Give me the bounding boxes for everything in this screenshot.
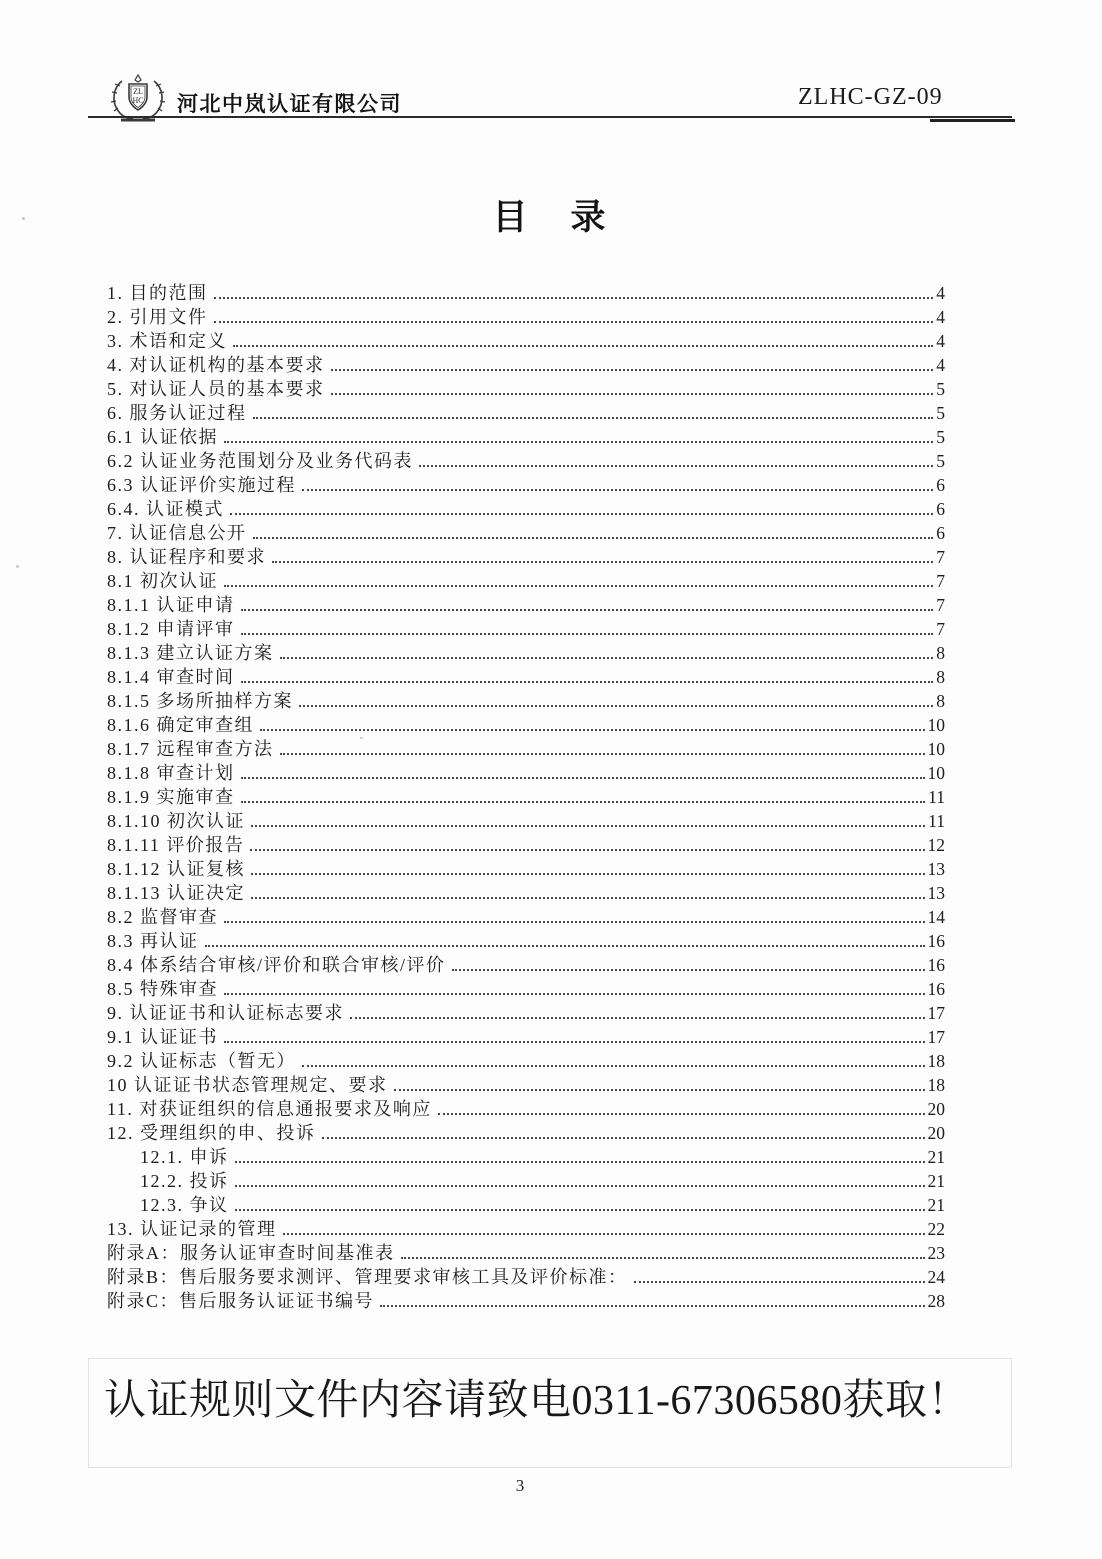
toc-entry-label: 8.3 再认证 <box>107 931 199 951</box>
toc-entry <box>107 304 945 328</box>
toc-entry <box>107 376 945 400</box>
toc-entry-label: 3. 术语和定义 <box>107 331 227 351</box>
toc-entry-page: 4 <box>936 283 945 303</box>
toc-entry <box>107 664 945 688</box>
toc-entry-page: 7 <box>936 547 945 567</box>
toc-entry-label: 5. 对认证人员的基本要求 <box>107 379 325 399</box>
dot-leader <box>253 537 934 539</box>
dot-leader <box>253 417 934 419</box>
dot-leader <box>214 321 934 323</box>
toc-entry-label: 8.1.4 审查时间 <box>107 667 235 687</box>
toc-entry-label: 6. 服务认证过程 <box>107 403 247 423</box>
dot-leader <box>419 465 933 467</box>
scan-artifact <box>360 737 363 739</box>
toc-entry-page: 10 <box>927 715 945 735</box>
toc-entry-label: 8.1.8 审查计划 <box>107 763 235 783</box>
toc-entry-page: 11 <box>928 787 945 807</box>
toc-entry <box>107 1048 945 1072</box>
toc-entry-page: 13 <box>927 859 945 879</box>
toc-entry-page: 16 <box>927 979 945 999</box>
toc-entry-label: 8.1.10 初次认证 <box>107 811 245 831</box>
dot-leader <box>331 393 934 395</box>
toc-entry <box>107 832 945 856</box>
dot-leader <box>260 729 925 731</box>
toc-entry <box>107 880 945 904</box>
toc-entry-label: 11. 对获证组织的信息通报要求及响应 <box>107 1099 432 1119</box>
toc-entry-page: 18 <box>927 1075 945 1095</box>
dot-leader <box>214 297 934 299</box>
dot-leader <box>235 1209 925 1211</box>
toc-entry <box>107 496 945 520</box>
toc-entry-label: 6.3 认证评价实施过程 <box>107 475 296 495</box>
toc-entry-page: 4 <box>936 331 945 351</box>
toc-list <box>107 280 945 1312</box>
toc-entry-page: 21 <box>927 1171 945 1191</box>
toc-entry <box>107 400 945 424</box>
toc-entry-label: 附录C：售后服务认证证书编号 <box>107 1291 375 1311</box>
toc-entry-label: 8.1.12 认证复核 <box>107 859 245 879</box>
dot-leader <box>251 897 925 899</box>
toc-entry-label: 8.1.9 实施审查 <box>107 787 235 807</box>
toc-entry-page: 7 <box>936 619 945 639</box>
dot-leader <box>302 489 933 491</box>
toc-entry <box>107 1120 945 1144</box>
toc-entry-page: 20 <box>927 1123 945 1143</box>
dot-leader <box>280 753 925 755</box>
toc-entry <box>107 616 945 640</box>
toc-entry-page: 11 <box>928 811 945 831</box>
toc-entry-page: 10 <box>927 763 945 783</box>
toc-entry <box>107 736 945 760</box>
toc-entry-label: 附录B：售后服务要求测评、管理要求审核工具及评价标准： <box>107 1267 628 1287</box>
toc-entry-page: 10 <box>927 739 945 759</box>
toc-entry-label: 8.1.6 确定审查组 <box>107 715 254 735</box>
toc-entry-label: 8.1.3 建立认证方案 <box>107 643 274 663</box>
toc-entry <box>107 1096 945 1120</box>
toc-entry-page: 5 <box>936 379 945 399</box>
toc-entry-label: 8.1.13 认证决定 <box>107 883 245 903</box>
dot-leader <box>224 993 925 995</box>
toc-entry-page: 22 <box>927 1219 945 1239</box>
toc-entry-label: 12.2. 投诉 <box>140 1171 229 1191</box>
dot-leader <box>235 1161 925 1163</box>
dot-leader <box>401 1257 925 1259</box>
dot-leader <box>224 585 933 587</box>
dot-leader <box>251 873 925 875</box>
toc-entry-page: 4 <box>936 355 945 375</box>
toc-entry-page: 7 <box>936 595 945 615</box>
dot-leader <box>322 1137 925 1139</box>
toc-entry-page: 6 <box>936 499 945 519</box>
dot-leader <box>634 1281 925 1283</box>
toc-entry <box>107 568 945 592</box>
toc-entry <box>107 1240 945 1264</box>
toc-entry-page: 8 <box>936 667 945 687</box>
dot-leader <box>241 609 934 611</box>
toc-entry-page: 13 <box>927 883 945 903</box>
toc-entry-label: 4. 对认证机构的基本要求 <box>107 355 325 375</box>
toc-entry-page: 14 <box>927 907 945 927</box>
toc-entry-label: 2. 引用文件 <box>107 307 208 327</box>
toc-entry-label: 8.1.11 评价报告 <box>107 835 245 855</box>
toc-entry-page: 18 <box>927 1051 945 1071</box>
toc-entry-label: 12.1. 申诉 <box>140 1147 229 1167</box>
dot-leader <box>230 513 933 515</box>
toc-entry-label: 8.1.1 认证申请 <box>107 595 235 615</box>
toc-entry-label: 12.3. 争议 <box>140 1195 229 1215</box>
toc-entry-page: 23 <box>927 1243 945 1263</box>
company-name: 河北中岚认证有限公司 <box>177 93 402 116</box>
toc-entry-label: 附录A：服务认证审查时间基准表 <box>107 1243 395 1263</box>
toc-entry <box>107 784 945 808</box>
toc-entry <box>107 640 945 664</box>
toc-entry <box>107 1288 945 1312</box>
logo-text-top: ZL <box>133 87 143 96</box>
toc-entry-label: 6.2 认证业务范围划分及业务代码表 <box>107 451 413 471</box>
toc-entry-label: 8.2 监督审查 <box>107 907 218 927</box>
toc-entry <box>107 544 945 568</box>
toc-entry <box>107 1072 945 1096</box>
logo-text-bottom: HC <box>132 96 144 105</box>
toc-entry-label: 8.1.5 多场所抽样方案 <box>107 691 293 711</box>
header-divider <box>88 116 1012 118</box>
toc-entry-page: 5 <box>936 403 945 423</box>
toc-entry-label: 8.5 特殊审查 <box>107 979 218 999</box>
toc-entry-page: 7 <box>936 571 945 591</box>
toc-entry <box>107 1216 945 1240</box>
toc-entry-label: 10 认证证书状态管理规定、要求 <box>107 1075 388 1095</box>
dot-leader <box>394 1089 925 1091</box>
toc-entry-page: 16 <box>927 955 945 975</box>
toc-entry-page: 5 <box>936 451 945 471</box>
dot-leader <box>241 777 925 779</box>
toc-entry <box>107 952 945 976</box>
dot-leader <box>350 1017 925 1019</box>
toc-entry-page: 17 <box>927 1003 945 1023</box>
scan-artifact <box>16 565 19 568</box>
toc-entry-page: 12 <box>927 835 945 855</box>
dot-leader <box>331 369 934 371</box>
dot-leader <box>251 825 925 827</box>
toc-entry <box>107 904 945 928</box>
toc-entry-page: 6 <box>936 523 945 543</box>
toc-entry <box>107 712 945 736</box>
toc-entry-page: 8 <box>936 643 945 663</box>
toc-entry-label: 7. 认证信息公开 <box>107 523 247 543</box>
toc-entry-label: 9. 认证证书和认证标志要求 <box>107 1003 344 1023</box>
dot-leader <box>224 441 933 443</box>
dot-leader <box>299 705 933 707</box>
toc-entry-page: 20 <box>927 1099 945 1119</box>
toc-entry <box>107 928 945 952</box>
toc-entry <box>107 1144 945 1168</box>
toc-entry <box>107 448 945 472</box>
toc-entry <box>107 976 945 1000</box>
dot-leader <box>380 1305 924 1307</box>
dot-leader <box>205 945 925 947</box>
toc-entry-page: 17 <box>927 1027 945 1047</box>
toc-entry-label: 6.1 认证依据 <box>107 427 218 447</box>
toc-entry-page: 21 <box>927 1147 945 1167</box>
toc-entry-label: 8.1 初次认证 <box>107 571 218 591</box>
toc-entry-page: 8 <box>936 691 945 711</box>
toc-entry-label: 6.4. 认证模式 <box>107 499 224 519</box>
dot-leader <box>272 561 933 563</box>
header-divider-tail <box>930 119 1015 122</box>
dot-leader <box>452 969 925 971</box>
page-title: 目 录 <box>492 198 610 237</box>
scan-artifact <box>22 217 25 220</box>
toc-entry-page: 24 <box>927 1267 945 1287</box>
toc-entry-page: 16 <box>927 931 945 951</box>
toc-entry <box>107 1264 945 1288</box>
dot-leader <box>241 801 926 803</box>
toc-entry-label: 8.1.2 申请评审 <box>107 619 235 639</box>
toc-entry <box>107 1192 945 1216</box>
toc-entry-page: 4 <box>936 307 945 327</box>
dot-leader <box>250 849 924 851</box>
toc-entry-page: 5 <box>936 427 945 447</box>
toc-entry-label: 8.4 体系结合审核/评价和联合审核/评价 <box>107 955 446 975</box>
notice-text: 认证规则文件内容请致电0311-67306580获取！ <box>104 1378 970 1424</box>
toc-entry <box>107 352 945 376</box>
toc-entry-label: 12. 受理组织的申、投诉 <box>107 1123 316 1143</box>
toc-entry-label: 9.1 认证证书 <box>107 1027 218 1047</box>
dot-leader <box>241 681 934 683</box>
toc-entry <box>107 1024 945 1048</box>
toc-entry <box>107 1168 945 1192</box>
dot-leader <box>224 921 925 923</box>
toc-entry-label: 9.2 认证标志（暂无） <box>107 1051 296 1071</box>
toc-entry <box>107 1000 945 1024</box>
toc-entry <box>107 280 945 304</box>
footer-page-number: 3 <box>515 1476 525 1495</box>
toc-entry <box>107 808 945 832</box>
dot-leader <box>224 1041 925 1043</box>
toc-entry <box>107 688 945 712</box>
dot-leader <box>280 657 934 659</box>
toc-entry <box>107 856 945 880</box>
toc-entry-label: 13. 认证记录的管理 <box>107 1219 277 1239</box>
toc-entry <box>107 328 945 352</box>
toc-entry-page: 21 <box>927 1195 945 1215</box>
toc-entry-page: 28 <box>927 1291 945 1311</box>
notice-box <box>88 1358 1012 1468</box>
toc-entry-label: 1. 目的范围 <box>107 283 208 303</box>
toc-entry <box>107 760 945 784</box>
toc-entry <box>107 424 945 448</box>
toc-entry <box>107 592 945 616</box>
dot-leader <box>233 345 933 347</box>
dot-leader <box>235 1185 925 1187</box>
dot-leader <box>241 633 934 635</box>
toc-entry-label: 8. 认证程序和要求 <box>107 547 266 567</box>
dot-leader <box>283 1233 925 1235</box>
dot-leader <box>302 1065 925 1067</box>
document-code: ZLHC-GZ-09 <box>798 84 943 110</box>
toc-entry-page: 6 <box>936 475 945 495</box>
toc-entry-label: 8.1.7 远程审查方法 <box>107 739 274 759</box>
dot-leader <box>438 1113 925 1115</box>
toc-entry <box>107 472 945 496</box>
toc-entry <box>107 520 945 544</box>
